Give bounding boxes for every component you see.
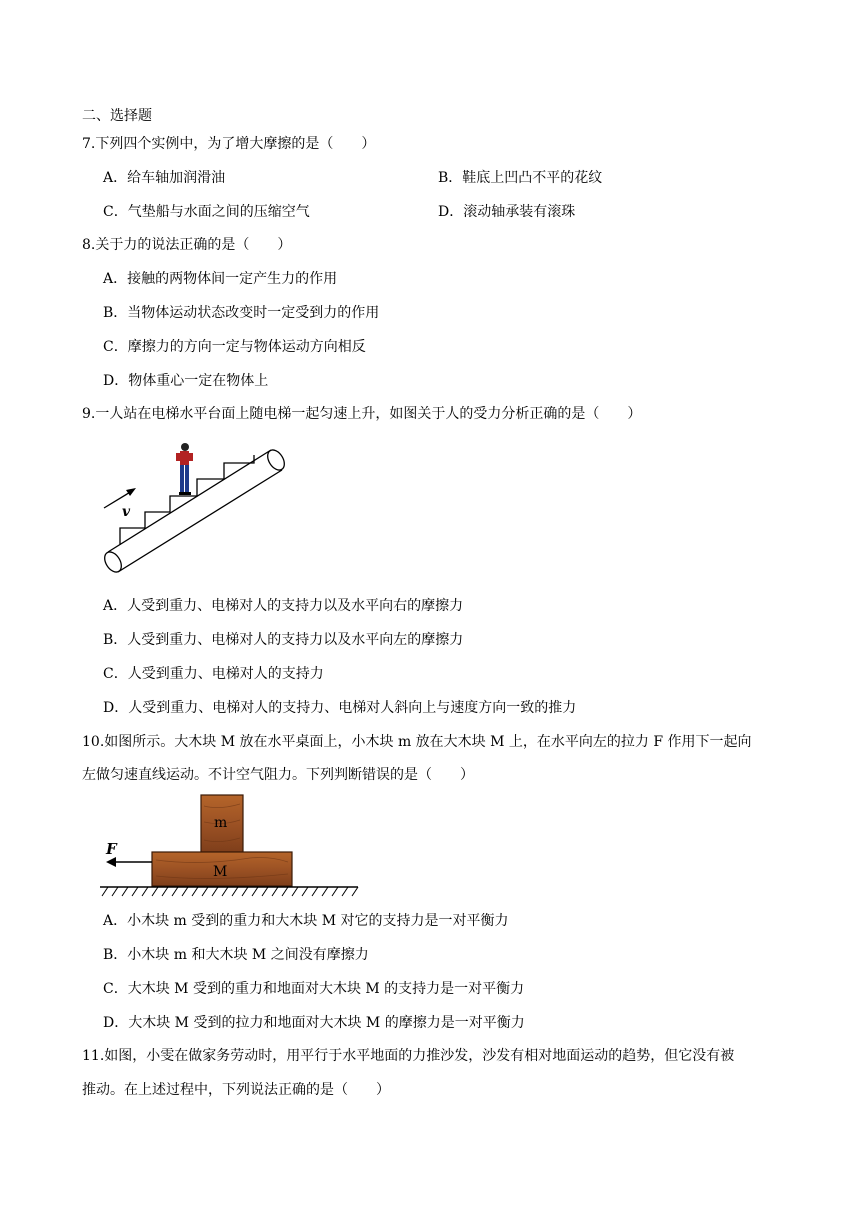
q10-option-b: B．小木块 m 和大木块 M 之间没有摩擦力 — [103, 947, 369, 963]
q8-option-a: A．接触的两物体间一定产生力的作用 — [103, 271, 338, 287]
escalator-figure — [96, 436, 292, 580]
force-label: F — [106, 840, 117, 858]
velocity-label: v — [122, 504, 131, 520]
q10-option-c: C．大木块 M 受到的重力和地面对大木块 M 的支持力是一对平衡力 — [103, 981, 525, 997]
q7-stem: 7.下列四个实例中，为了增大摩擦的是（ ） — [82, 136, 376, 152]
q9-option-c: C．人受到重力、电梯对人的支持力 — [103, 666, 324, 682]
q8-option-c: C．摩擦力的方向一定与物体运动方向相反 — [103, 339, 366, 355]
q11-stem-line2: 推动。在上述过程中，下列说法正确的是（ ） — [82, 1082, 390, 1098]
q7-option-c: C．气垫船与水面之间的压缩空气 — [103, 204, 310, 220]
q7-option-b: B．鞋底上凹凸不平的花纹 — [438, 170, 603, 186]
blocks-figure — [100, 792, 362, 904]
q11-stem-line1: 11.如图，小雯在做家务劳动时，用平行于水平地面的力推沙发，沙发有相对地面运动的趋势，但它没有被 — [82, 1048, 735, 1064]
q7-option-d: D．滚动轴承装有滚珠 — [438, 204, 576, 220]
q10-stem-line1: 10.如图所示。大木块 M 放在水平桌面上，小木块 m 放在大木块 M 上，在水平向左的拉力 F 作用下一起向 — [82, 734, 752, 750]
person-icon — [176, 443, 193, 495]
q9-option-d: D．人受到重力、电梯对人的支持力、电梯对人斜向上与速度方向一致的推力 — [103, 700, 577, 716]
q9-option-b: B．人受到重力、电梯对人的支持力以及水平向左的摩擦力 — [103, 632, 464, 648]
q8-option-b: B．当物体运动状态改变时一定受到力的作用 — [103, 305, 380, 321]
q10-stem-line2: 左做匀速直线运动。不计空气阻力。下列判断错误的是（ ） — [82, 767, 474, 783]
section-title: 二、选择题 — [82, 108, 152, 124]
q8-stem: 8.关于力的说法正确的是（ ） — [82, 237, 292, 253]
q7-option-a: A．给车轴加润滑油 — [103, 170, 226, 186]
q10-option-d: D．大木块 M 受到的拉力和地面对大木块 M 的摩擦力是一对平衡力 — [103, 1015, 525, 1031]
q10-option-a: A．小木块 m 受到的重力和大木块 M 对它的支持力是一对平衡力 — [103, 913, 509, 929]
q9-option-a: A．人受到重力、电梯对人的支持力以及水平向右的摩擦力 — [103, 598, 464, 614]
q9-stem: 9.一人站在电梯水平台面上随电梯一起匀速上升，如图关于人的受力分析正确的是（ ） — [82, 406, 642, 422]
big-block-label: M — [213, 864, 228, 880]
q8-option-d: D．物体重心一定在物体上 — [103, 373, 269, 389]
small-block-label: m — [214, 815, 228, 831]
